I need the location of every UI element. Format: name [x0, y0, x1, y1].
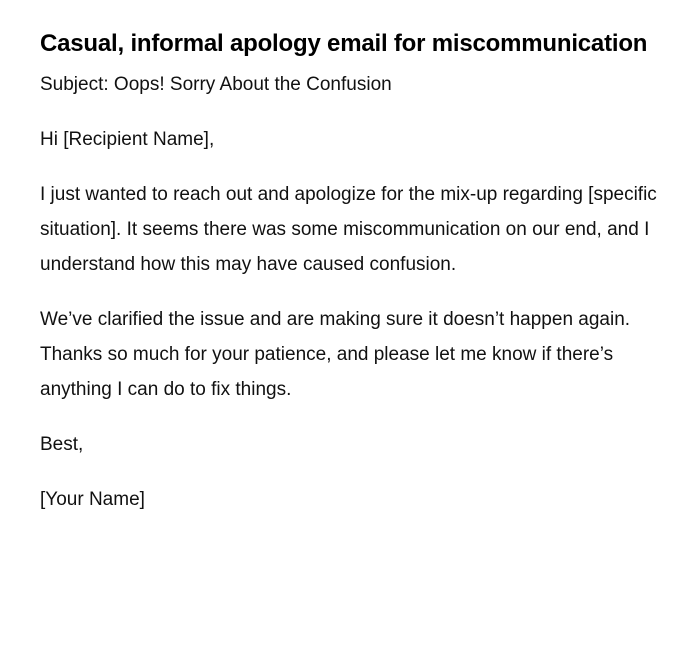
page-title: Casual, informal apology email for miscommunication — [40, 30, 648, 57]
email-greeting: Hi [Recipient Name], — [40, 129, 215, 150]
email-signature: [Your Name] — [40, 489, 145, 510]
email-subject-line: Subject: Oops! Sorry About the Confusion — [40, 74, 392, 95]
email-body-paragraph-1: I just wanted to reach out and apologize for the mix-up regarding [specific situation]. It seems there was some miscommunication on our end, and I understand how this may have caused confusion. — [40, 184, 657, 275]
email-body-paragraph-2: We’ve clarified the issue and are making sure it doesn’t happen again. Thanks so much for your patience, and please let me know if there’s anything I can do to fix things. — [40, 309, 631, 400]
email-template-document — [40, 22, 660, 517]
email-closing: Best, — [40, 434, 84, 455]
